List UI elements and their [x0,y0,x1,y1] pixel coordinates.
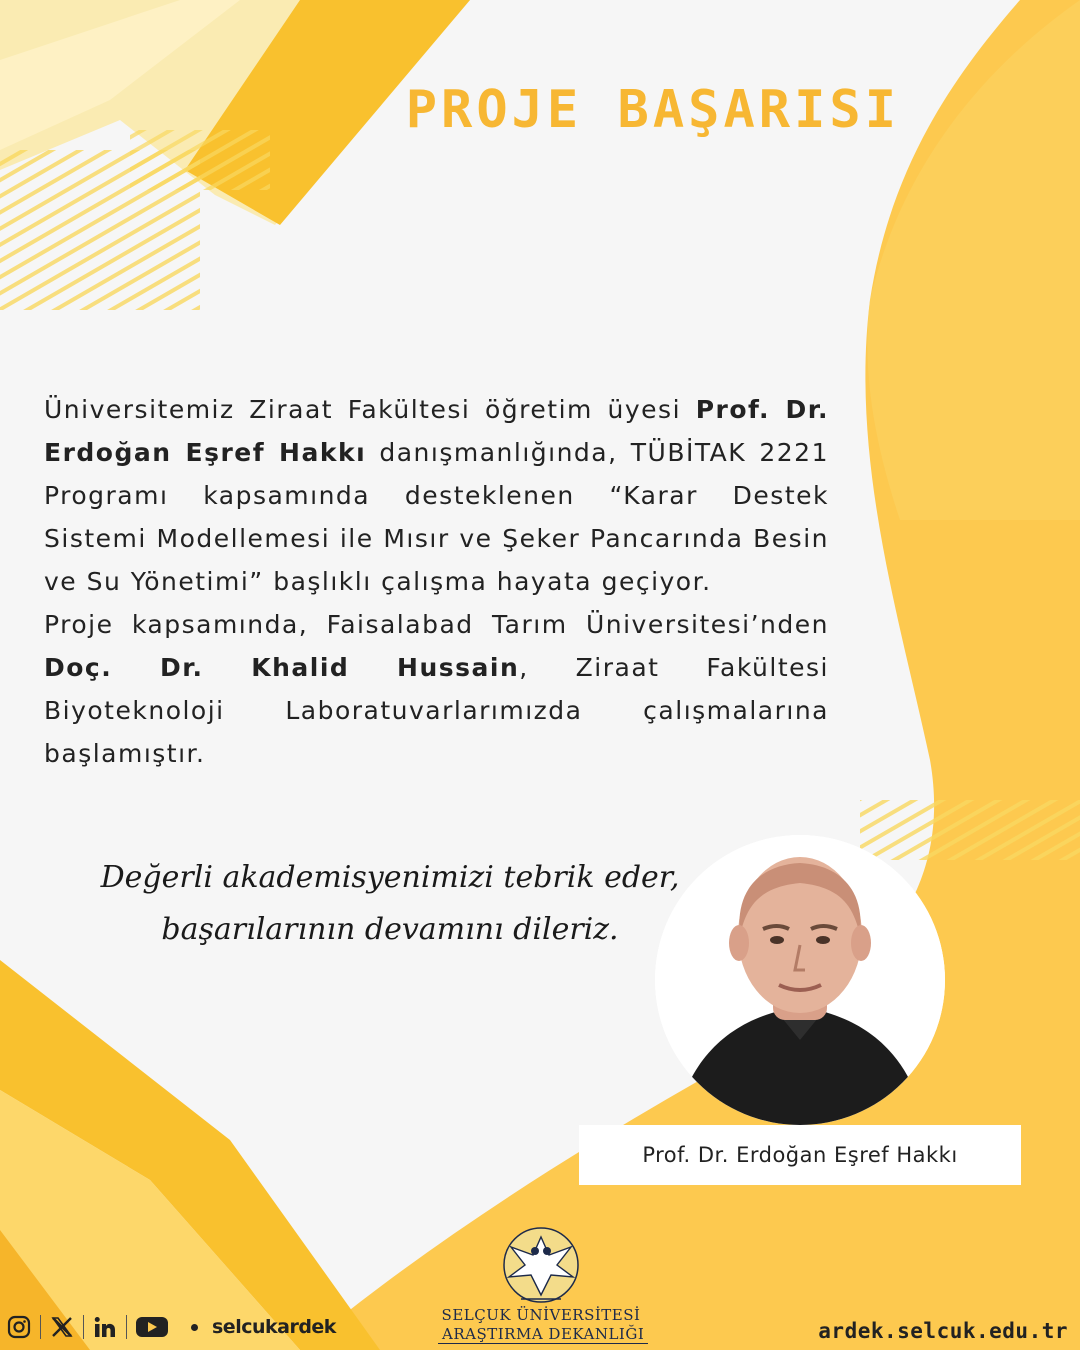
highlight-name: Prof. Dr. Erdoğan Eşref Hakkı [44,395,829,467]
announcement-body [44,388,829,775]
x-icon[interactable] [49,1314,75,1340]
page-title: PROJE BAŞARISI [405,80,900,140]
profile-caption: Prof. Dr. Erdoğan Eşref Hakkı [579,1125,1021,1185]
instagram-icon[interactable] [6,1314,32,1340]
social-handle[interactable]: selcukardek [212,1316,336,1338]
closing-line-1: Değerli akademisyenimizi tebrik eder, [100,860,680,895]
separator-dot [191,1324,198,1331]
closing-message [100,852,680,956]
closing-line-2: başarılarının devamını dileriz. [161,912,619,947]
highlight-name: Doç. Dr. Khalid Hussain [44,653,520,682]
logo-line-1: SELÇUK ÜNİVERSİTESİ [441,1306,641,1324]
paragraph-2: Proje kapsamında, Faisalabad Tarım Üniversitesi’nden Doç. Dr. Khalid Hussain, Ziraat Fakültesi Biyoteknoloji Laboratuvarlarımızda çalışmalarına başlamıştır. [44,610,829,768]
divider [40,1315,41,1339]
logo-line-2: ARAŞTIRMA DEKANLIĞI [438,1326,648,1344]
linkedin-icon[interactable] [92,1314,118,1340]
profile-photo [655,835,945,1125]
social-links [6,1314,336,1340]
eagle-emblem-icon [491,1225,591,1303]
youtube-icon[interactable] [135,1314,169,1340]
university-logo [438,1225,644,1347]
divider [83,1315,84,1339]
website-link[interactable]: ardek.selcuk.edu.tr [818,1319,1068,1343]
divider [126,1315,127,1339]
paragraph-1: Üniversitemiz Ziraat Fakültesi öğretim üyesi Prof. Dr. Erdoğan Eşref Hakkı danışmanlığında, TÜBİTAK 2221 Programı kapsamında desteklenen “Karar Destek Sistemi Modellemesi ile Mısır ve Şeker Pancarında Besin ve Su Yönetimi” başlıklı çalışma hayata geçiyor. [44,395,829,596]
